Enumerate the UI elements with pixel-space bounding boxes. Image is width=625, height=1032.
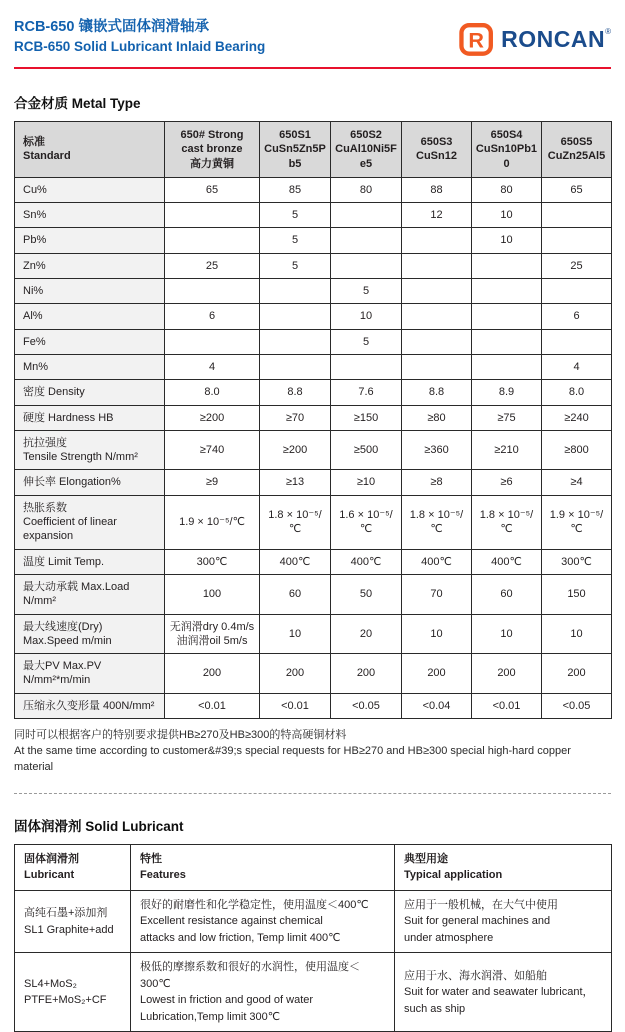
metal-value-cell — [165, 279, 260, 304]
metal-value-cell: 70 — [402, 574, 472, 614]
metal-value-cell: ≥80 — [402, 405, 472, 430]
metal-value-cell: 200 — [402, 654, 472, 694]
metal-value-cell — [260, 304, 331, 329]
metal-value-cell: 7.6 — [331, 380, 402, 405]
red-divider-rule — [14, 67, 611, 69]
metal-value-cell: 8.8 — [260, 380, 331, 405]
metal-value-cell: ≥13 — [260, 470, 331, 495]
metal-value-cell: 8.0 — [542, 380, 612, 405]
metal-value-cell — [331, 228, 402, 253]
metal-value-cell — [472, 279, 542, 304]
lubricant-column-header: 典型用途 Typical application — [395, 844, 612, 890]
metal-type-heading: 合金材质 Metal Type — [14, 96, 141, 111]
metal-value-cell: ≥500 — [331, 430, 402, 470]
metal-value-cell: ≥200 — [260, 430, 331, 470]
metal-value-cell — [165, 228, 260, 253]
standard-column-header: 标准 Standard — [15, 122, 165, 178]
metal-value-cell: ≥740 — [165, 430, 260, 470]
metal-value-cell: 6 — [165, 304, 260, 329]
metal-value-cell: <0.04 — [402, 693, 472, 718]
metal-table-row — [15, 549, 612, 574]
metal-value-cell — [472, 329, 542, 354]
metal-table-head — [15, 122, 612, 178]
metal-row-label: Sn% — [15, 203, 165, 228]
lubricant-table-row — [15, 953, 612, 1032]
metal-table-row — [15, 354, 612, 379]
roncan-logo — [458, 20, 611, 58]
metal-row-label: Al% — [15, 304, 165, 329]
metal-value-cell — [542, 228, 612, 253]
metal-row-label: 最大动承载 Max.Load N/mm² — [15, 574, 165, 614]
solid-lubricant-heading: 固体润滑剂 Solid Lubricant — [14, 818, 184, 834]
metal-row-label: Ni% — [15, 279, 165, 304]
metal-row-label: 抗拉强度 Tensile Strength N/mm² — [15, 430, 165, 470]
metal-table-row — [15, 177, 612, 202]
metal-row-label: 硬度 Hardness HB — [15, 405, 165, 430]
metal-value-cell: 10 — [472, 614, 542, 654]
metal-value-cell: 5 — [260, 228, 331, 253]
metal-value-cell: 400℃ — [472, 549, 542, 574]
metal-value-cell: <0.05 — [331, 693, 402, 718]
lubricant-column-header: 固体润滑剂 Lubricant — [15, 844, 131, 890]
metal-value-cell — [402, 304, 472, 329]
metal-table-row — [15, 693, 612, 718]
metal-value-cell: 10 — [331, 304, 402, 329]
metal-value-cell: 200 — [331, 654, 402, 694]
metal-row-label: Pb% — [15, 228, 165, 253]
metal-value-cell: <0.01 — [260, 693, 331, 718]
metal-table-row — [15, 470, 612, 495]
metal-row-label: Fe% — [15, 329, 165, 354]
metal-table-body — [15, 177, 612, 718]
metal-value-cell — [472, 354, 542, 379]
metal-value-cell — [402, 253, 472, 278]
metal-table-row — [15, 253, 612, 278]
metal-value-cell: ≥200 — [165, 405, 260, 430]
metal-row-label: Cu% — [15, 177, 165, 202]
metal-value-cell: 无润滑dry 0.4m/s 油润滑oil 5m/s — [165, 614, 260, 654]
features-cell: 极低的摩擦系数和很好的水润性，使用温度＜300℃ Lowest in friction and good of water Lubrication,Temp limit 300℃ — [131, 953, 395, 1032]
metal-value-cell: 65 — [165, 177, 260, 202]
metal-table-row — [15, 654, 612, 694]
solid-lubricant-table — [14, 844, 612, 1032]
features-cell: 很好的耐磨性和化学稳定性，使用温度＜400℃ Excellent resistance against chemical attacks and low friction, Temp limit 400℃ — [131, 890, 395, 953]
metal-table-row — [15, 495, 612, 549]
metal-value-cell — [542, 203, 612, 228]
lubricant-name-cell: SL4+MoS₂ PTFE+MoS₂+CF — [15, 953, 131, 1032]
metal-value-cell: 4 — [542, 354, 612, 379]
metal-value-cell: 1.9 × 10⁻⁵/℃ — [542, 495, 612, 549]
metal-value-cell: 10 — [402, 614, 472, 654]
metal-table-row — [15, 430, 612, 470]
metal-value-cell: 1.8 × 10⁻⁵/℃ — [402, 495, 472, 549]
metal-value-cell: 5 — [260, 203, 331, 228]
metal-value-cell: 8.9 — [472, 380, 542, 405]
footnote-zh: 同时可以根据客户的特别要求提供HB≥270及HB≥300的特高硬铜材料 — [14, 729, 347, 742]
metal-value-cell: 60 — [260, 574, 331, 614]
metal-value-cell: ≥70 — [260, 405, 331, 430]
metal-value-cell: 50 — [331, 574, 402, 614]
metal-value-cell: ≥210 — [472, 430, 542, 470]
metal-row-label: 密度 Density — [15, 380, 165, 405]
metal-value-cell: 20 — [331, 614, 402, 654]
metal-value-cell: 80 — [331, 177, 402, 202]
metal-value-cell: 10 — [260, 614, 331, 654]
metal-table-row — [15, 279, 612, 304]
registered-trademark-icon: ® — [605, 26, 611, 36]
metal-type-table — [14, 121, 612, 719]
lubricant-column-header: 特性 Features — [131, 844, 395, 890]
metal-value-cell: 300℃ — [542, 549, 612, 574]
metal-value-cell: <0.01 — [165, 693, 260, 718]
metal-value-cell: 88 — [402, 177, 472, 202]
metal-table-row — [15, 228, 612, 253]
lubricant-table-head — [15, 844, 612, 890]
lubricant-table-row — [15, 890, 612, 953]
metal-value-cell: ≥360 — [402, 430, 472, 470]
metal-value-cell: 85 — [260, 177, 331, 202]
metal-value-cell: 60 — [472, 574, 542, 614]
metal-value-cell — [260, 329, 331, 354]
metal-row-label: 热胀系数 Coefficient of linear expansion — [15, 495, 165, 549]
metal-value-cell: 1.6 × 10⁻⁵/℃ — [331, 495, 402, 549]
metal-table-row — [15, 614, 612, 654]
lubricant-name-cell: 高纯石墨+添加剂 SL1 Graphite+add — [15, 890, 131, 953]
metal-value-cell — [165, 203, 260, 228]
metal-value-cell: 400℃ — [331, 549, 402, 574]
metal-table-row — [15, 574, 612, 614]
metal-value-cell: 12 — [402, 203, 472, 228]
metal-value-cell — [542, 329, 612, 354]
metal-row-label: 伸长率 Elongation% — [15, 470, 165, 495]
metal-value-cell: 5 — [260, 253, 331, 278]
metal-value-cell: 10 — [542, 614, 612, 654]
product-titles — [14, 18, 265, 56]
metal-header-row — [15, 122, 612, 178]
metal-column-header: 650S2 CuAl10Ni5Fe5 — [331, 122, 402, 178]
footnotes — [14, 728, 611, 776]
metal-value-cell: 5 — [331, 279, 402, 304]
metal-value-cell: 150 — [542, 574, 612, 614]
metal-table-row — [15, 304, 612, 329]
metal-value-cell: 1.8 × 10⁻⁵/℃ — [472, 495, 542, 549]
metal-value-cell — [331, 354, 402, 379]
metal-value-cell — [402, 329, 472, 354]
metal-table-row — [15, 329, 612, 354]
metal-value-cell: 10 — [472, 203, 542, 228]
metal-row-label: 温度 Limit Temp. — [15, 549, 165, 574]
metal-value-cell — [165, 329, 260, 354]
metal-value-cell: 5 — [331, 329, 402, 354]
metal-value-cell: ≥8 — [402, 470, 472, 495]
roncan-logo-icon — [458, 20, 496, 58]
metal-value-cell — [331, 253, 402, 278]
metal-row-label: 最大线速度(Dry) Max.Speed m/min — [15, 614, 165, 654]
metal-column-header: 650S3 CuSn12 — [402, 122, 472, 178]
metal-value-cell: ≥75 — [472, 405, 542, 430]
application-cell: 应用于水、海水润滑、如船舶 Suit for water and seawater lubricant， such as ship — [395, 953, 612, 1032]
roncan-logo-text: RONCAN — [501, 25, 606, 52]
metal-value-cell: 8.0 — [165, 380, 260, 405]
metal-value-cell: <0.05 — [542, 693, 612, 718]
lubricant-table-body — [15, 890, 612, 1032]
metal-value-cell: ≥9 — [165, 470, 260, 495]
metal-column-header: 650S1 CuSn5Zn5Pb5 — [260, 122, 331, 178]
metal-value-cell: 100 — [165, 574, 260, 614]
metal-value-cell: ≥240 — [542, 405, 612, 430]
metal-value-cell: 80 — [472, 177, 542, 202]
dashed-section-divider — [14, 793, 611, 794]
metal-value-cell: 300℃ — [165, 549, 260, 574]
metal-value-cell — [402, 228, 472, 253]
metal-table-row — [15, 380, 612, 405]
metal-table-row — [15, 405, 612, 430]
metal-value-cell: 6 — [542, 304, 612, 329]
metal-value-cell — [472, 304, 542, 329]
product-title-zh: RCB-650 镶嵌式固体润滑轴承 — [14, 19, 209, 35]
metal-value-cell: <0.01 — [472, 693, 542, 718]
metal-value-cell — [472, 253, 542, 278]
metal-row-label: Mn% — [15, 354, 165, 379]
metal-column-header: 650# Strong cast bronze 高力黄铜 — [165, 122, 260, 178]
metal-value-cell: 200 — [472, 654, 542, 694]
metal-value-cell — [542, 279, 612, 304]
metal-value-cell — [402, 354, 472, 379]
metal-column-header: 650S5 CuZn25Al5 — [542, 122, 612, 178]
metal-value-cell: ≥6 — [472, 470, 542, 495]
metal-value-cell: 25 — [165, 253, 260, 278]
metal-column-header: 650S4 CuSn10Pb10 — [472, 122, 542, 178]
metal-value-cell: 10 — [472, 228, 542, 253]
svg-text:R: R — [468, 27, 485, 53]
document-header — [14, 18, 611, 58]
metal-value-cell: 1.8 × 10⁻⁵/℃ — [260, 495, 331, 549]
metal-value-cell: 400℃ — [402, 549, 472, 574]
metal-value-cell: 65 — [542, 177, 612, 202]
metal-value-cell: 200 — [165, 654, 260, 694]
metal-value-cell: 4 — [165, 354, 260, 379]
metal-value-cell: ≥10 — [331, 470, 402, 495]
application-cell: 应用于一般机械，在大气中使用 Suit for general machines and under atmosphere — [395, 890, 612, 953]
metal-table-row — [15, 203, 612, 228]
metal-value-cell — [331, 203, 402, 228]
metal-row-label: Zn% — [15, 253, 165, 278]
metal-value-cell: ≥4 — [542, 470, 612, 495]
metal-value-cell: 1.9 × 10⁻⁵/℃ — [165, 495, 260, 549]
metal-row-label: 最大PV Max.PV N/mm²*m/min — [15, 654, 165, 694]
metal-value-cell: ≥800 — [542, 430, 612, 470]
metal-value-cell: 400℃ — [260, 549, 331, 574]
metal-value-cell: 200 — [542, 654, 612, 694]
metal-value-cell: 200 — [260, 654, 331, 694]
metal-value-cell — [402, 279, 472, 304]
metal-value-cell: 25 — [542, 253, 612, 278]
product-title-en: RCB-650 Solid Lubricant Inlaid Bearing — [14, 38, 266, 54]
lubricant-header-row — [15, 844, 612, 890]
metal-value-cell: 8.8 — [402, 380, 472, 405]
metal-value-cell: ≥150 — [331, 405, 402, 430]
metal-value-cell — [260, 279, 331, 304]
footnote-en: At the same time according to customer&#39;s special requests for HB≥270 and HB≥300 special high-hard copper material — [14, 744, 571, 773]
metal-value-cell — [260, 354, 331, 379]
metal-row-label: 压缩永久变形量 400N/mm² — [15, 693, 165, 718]
